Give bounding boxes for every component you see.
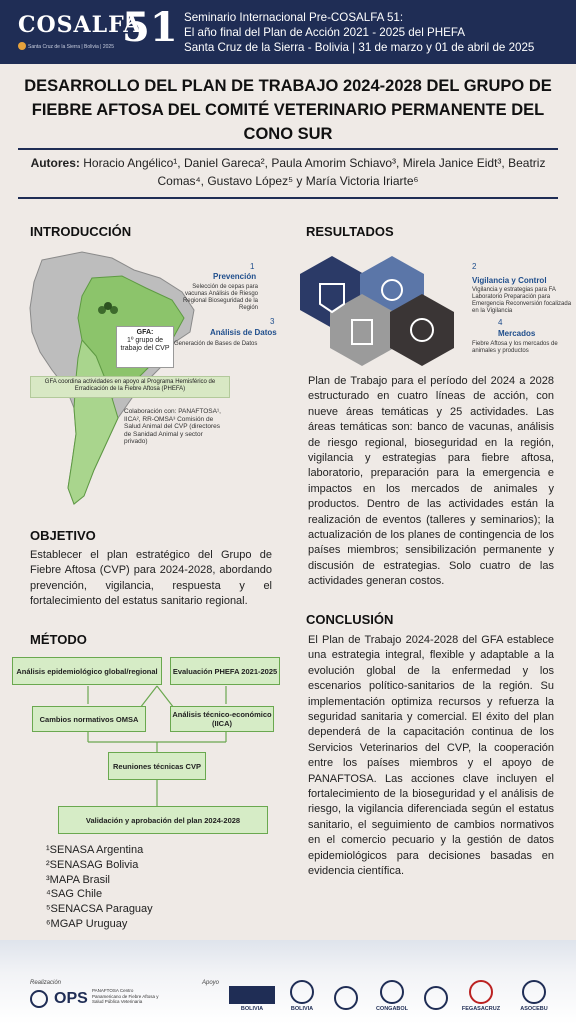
collaboration-text: Colaboración con: PANAFTOSA¹, IICA², RR-OMSA³ Comisión de Salud Animal del CVP (directores de Sanidad Animal y sector privado) (124, 408, 221, 445)
sponsor-bicentenario: BOLIVIA (226, 978, 278, 1012)
bull-icon (469, 980, 493, 1004)
gfa-text: 1º grupo de trabajo del CVP (120, 337, 170, 352)
bull-icon (522, 980, 546, 1004)
reference-item: ⁵SENACSA Paraguay (46, 903, 153, 916)
result-title-1: Prevención (213, 272, 257, 281)
conclusion-text: El Plan de Trabajo 2024-2028 del GFA establece una estrategia integral, flexible y adaptable a la evolución global de la enfermedad y los escenarios político-sanitarios de la región. Su implementación optimiza recursos y refuerza la seguridad sanitaria y comercial. El éxito del plan dependerá de la capacitación continua de los Servicios Veterinarios del CVP, la cooperación entre los países miembros y el apoyo de PANAFTOSA. Las acciones clave incluyen el fortalecimiento de la bioseguridad y el análisis de riesgo, la vigilancia diferenciada según el estatus sanitario, el seguimiento de cambios normativos en el comercio pecuario y la gestión de datos epidemiológicos para decisiones basadas en evidencia científica. (308, 634, 554, 878)
flow-box-phefa: Evaluación PHEFA 2021-2025 (170, 657, 280, 685)
logo-text: COSALFA (18, 12, 142, 38)
result-number-2: 2 (472, 262, 477, 271)
reference-item: ²SENASAG Bolivia (46, 858, 139, 871)
flow-box-analysis: Análisis epidemiológico global/regional (12, 657, 162, 685)
ops-logo: OPS (54, 990, 88, 1007)
result-desc-2: Vigilancia y estrategias para FA Laboratorio Preparación para Emergencia Reconversión focalizada en la Vigilancia (472, 287, 572, 314)
reference-item: ¹SENASA Argentina (46, 844, 144, 856)
result-title-2: Vigilancia y Control (472, 276, 547, 285)
header-line-3: Santa Cruz de la Sierra - Bolivia | 31 de marzo y 01 de abril de 2025 (184, 41, 535, 54)
logo-number: 51 (122, 4, 178, 51)
gfa-label: GFA: (136, 329, 154, 336)
authors (24, 154, 552, 190)
logo-dot-icon (18, 42, 26, 50)
intro-heading: INTRODUCCIÓN (30, 224, 132, 239)
bull-icon (424, 986, 448, 1010)
authors-names: Horacio Angélico¹, Daniel Gareca², Paula Amorim Schiavo³, Mirela Janice Eidt³, Beatriz Comas⁴, Gustavo López⁵ y María Victoria Iriarte⁶ (83, 156, 546, 188)
flow-box-reuniones: Reuniones técnicas CVP (108, 752, 206, 780)
sponsor-ministerio: BOLIVIA (284, 978, 320, 1012)
result-desc-3: Generación de Bases de Datos (174, 341, 258, 347)
poster-title: DESARROLLO DEL PLAN DE TRABAJO 2024-2028 DEL GRUPO DE FIEBRE AFTOSA DEL COMITÉ VETERINARIO PERMANENTE DEL CONO SUR (24, 77, 552, 143)
result-number-4: 4 (498, 318, 503, 327)
sponsor-fegasacruz: FEGASACRUZ (456, 978, 506, 1012)
flow-box-iica: Análisis técnico-económico (IICA) (170, 706, 274, 732)
title-block (18, 74, 558, 150)
sponsor-asocebu: ASOCEBU (510, 978, 558, 1012)
gfa-callout (116, 326, 174, 368)
sponsor-senasag (328, 978, 364, 1012)
flow-box-omsa: Cambios normativos OMSA (32, 706, 146, 732)
result-number-3: 3 (270, 317, 275, 326)
authors-label: Autores: (30, 156, 80, 170)
cosalfa-logo (18, 4, 178, 56)
people-icon (104, 302, 112, 310)
divider (18, 197, 558, 199)
header-line-1: Seminario Internacional Pre-COSALFA 51: (184, 11, 404, 24)
seal-icon (380, 980, 404, 1004)
paho-emblem-icon (30, 990, 48, 1008)
panaftosa-logo: PANAFTOSA Centro Panamericano de Fiebre Aftosa y Salud Pública Veterinaria (92, 988, 159, 1004)
result-desc-1: Selección de cepas para vacunas Análisis de Riesgo Regional Bioseguridad de la Región (182, 284, 258, 311)
reference-item: ⁴SAG Chile (46, 888, 103, 901)
header-line-2: El año final del Plan de Acción 2021 - 2025 del PHEFA (184, 26, 466, 39)
apoyo-label: Apoyo (202, 980, 220, 986)
objetivo-text: Establecer el plan estratégico del Grupo de Fiebre Aftosa (CVP) para 2024-2028, abordando prevención, vigilancia, respuesta y el fortalecimiento del estatus sanitario regional. (30, 549, 272, 608)
seal-icon (334, 986, 358, 1010)
sponsor-congabol: CONGABOL (372, 978, 412, 1012)
objetivo-heading: OBJETIVO (30, 528, 96, 543)
result-title-3: Análisis de Datos (210, 328, 277, 337)
flow-box-validacion: Validación y aprobación del plan 2024-2028 (58, 806, 268, 834)
result-title-4: Mercados (498, 329, 536, 338)
sponsor-fedeple (416, 978, 456, 1012)
shield-icon (290, 980, 314, 1004)
resultados-heading: RESULTADOS (306, 224, 394, 239)
resultados-text: Plan de Trabajo para el período del 2024 a 2028 estructurado en cuatro líneas de acción, con nueve áreas temáticas y 25 actividades. Las áreas temáticas son: banco de vacunas, análisis de riesgo regional, bioseguridad en la región, vigilancia y estrategias para fiebre aftosa, laboratorio, preparación para la emergencia e impactos en los mercados de animales y productos. Dentro de las actividades están la realización de eventos (talleres y seminarios); la actualización de los planes de contingencia de los países miembros; sensibilización permanente y discusión de estrategias. Solo cuatro de las actividades generan costos. (308, 375, 554, 588)
header-text (184, 10, 534, 55)
conclusion-heading: CONCLUSIÓN (306, 612, 394, 627)
result-desc-4: Fiebre Aftosa y los mercados de animales y productos (472, 341, 558, 354)
result-number-1: 1 (250, 262, 255, 271)
references-list (46, 843, 153, 932)
metodo-heading: MÉTODO (30, 632, 87, 647)
reference-item: ³MAPA Brasil (46, 873, 110, 886)
results-hexagon-diagram (284, 254, 480, 366)
phefa-callout: GFA coordina actividades en apoyo al Programa Hemisférico de Erradicación de la Fiebre Aftosa (PHEFA) (30, 376, 230, 398)
header-banner (0, 0, 576, 64)
logo-subtitle: Santa Cruz de la Sierra | Bolivia | 2025 (28, 44, 114, 50)
bicentenario-logo-icon (229, 986, 275, 1004)
realizacion-label: Realización (30, 980, 62, 986)
reference-item: ⁶MGAP Uruguay (46, 917, 128, 930)
